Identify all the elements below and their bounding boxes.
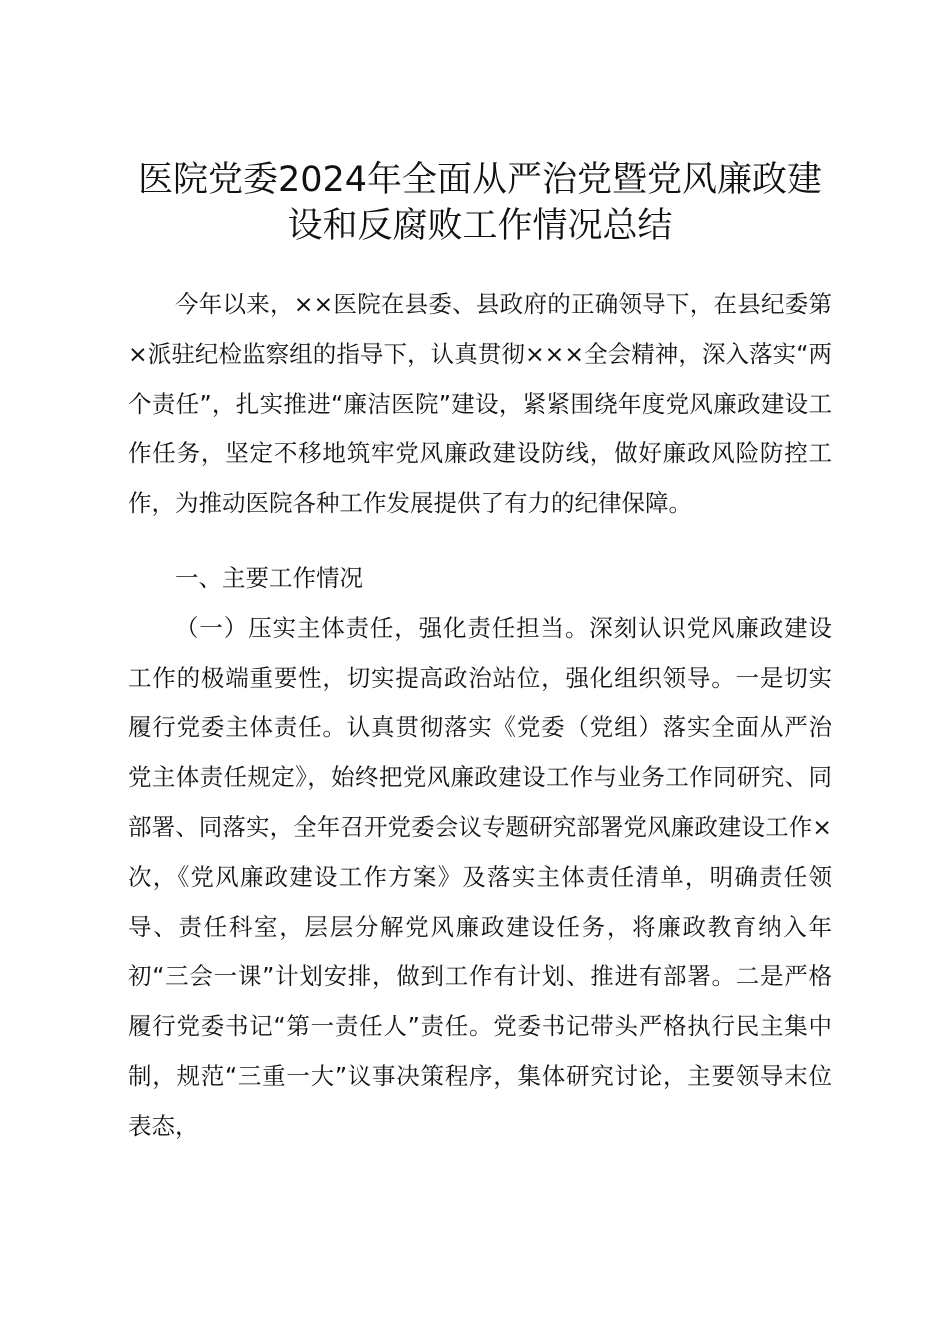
body-paragraph: （一）压实主体责任，强化责任担当。深刻认识党风廉政建设工作的极端重要性，切实提高政治站位，强化组织领导。一是切实履行党委主体责任。认真贯彻落实《党委（党组）落实全面从严治党主体责任规定》，始终把党风廉政建设工作与业务工作同研究、同部署、同落实，全年召开党委会议专题研究部署党风廉政建设工作×次，《党风廉政建设工作方案》及落实主体责任清单，明确责任领导、责任科室，层层分解党风廉政建设任务，将廉政教育纳入年初“三会一课”计划安排，做到工作有计划、推进有部署。二是严格履行党委书记“第一责任人”责任。党委书记带头严格执行民主集中制，规范“三重一大”议事决策程序，集体研究讨论，主要领导末位表态， xyxy=(128,613,832,1140)
title-line-1: 医院党委2024年全面从严治党暨党风廉政建 xyxy=(137,160,823,200)
title-line-2: 设和反腐败工作情况总结 xyxy=(287,206,673,246)
document-title xyxy=(120,157,840,249)
document-body xyxy=(128,280,832,1152)
section-heading: 一、主要工作情况 xyxy=(175,563,363,592)
intro-paragraph: 今年以来，××医院在县委、县政府的正确领导下，在县纪委第×派驻纪检监察组的指导下，认真贯彻×××全会精神，深入落实“两个责任”，扎实推进“廉洁医院”建设，紧紧围绕年度党风廉政建设工作任务，坚定不移地筑牢党风廉政建设防线，做好廉政风险防控工作，为推动医院各种工作发展提供了有力的纪律保障。 xyxy=(128,290,832,518)
